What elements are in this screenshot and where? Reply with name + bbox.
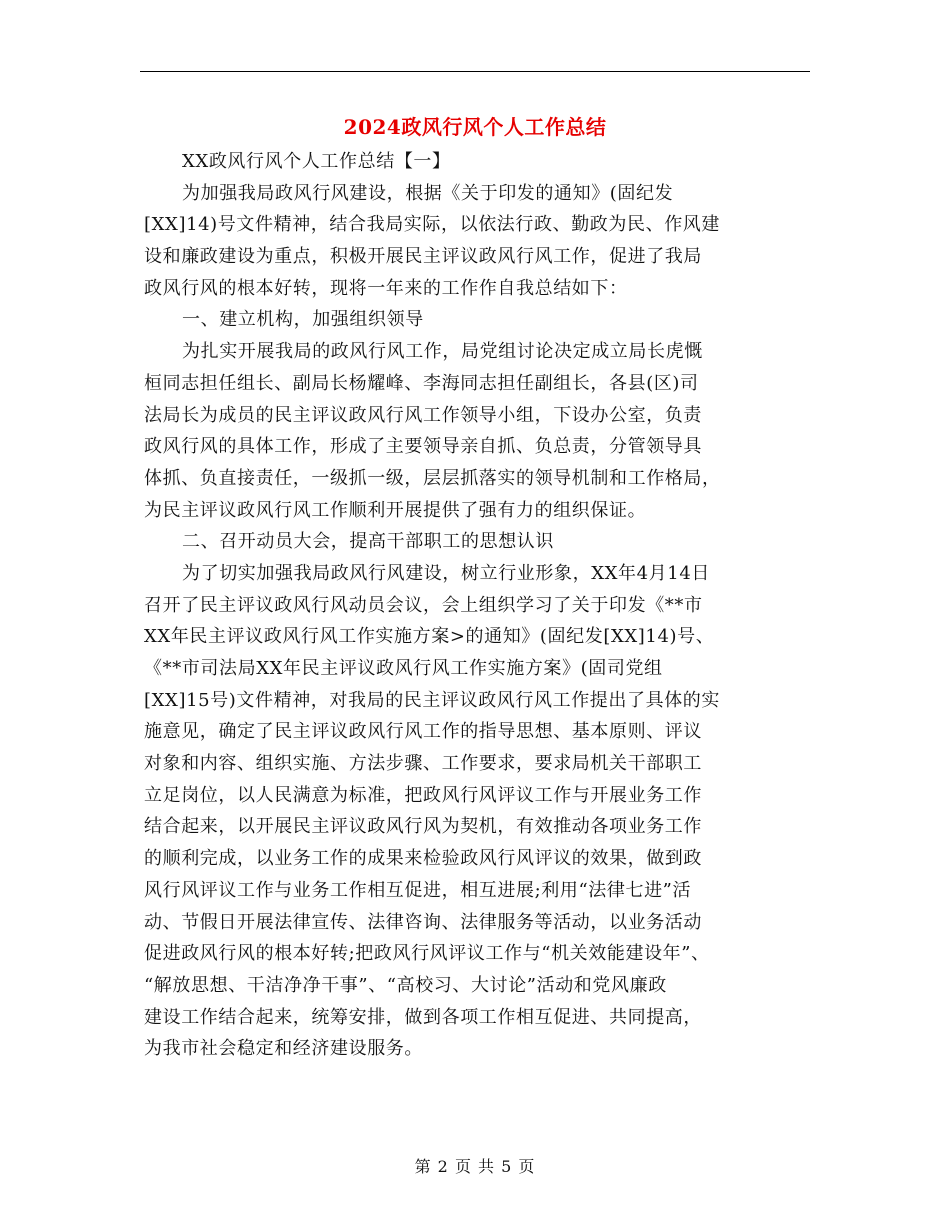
page-number: 第 2 页 共 5 页: [414, 1157, 536, 1176]
text-line: 政风行风的具体工作，形成了主要领导亲自抓、负总责，分管领导具: [144, 436, 702, 458]
text-line: “解放思想、干洁净净干事”、“高校习、大讨论”活动和党风廉政: [144, 974, 667, 996]
section-heading: 一、建立机构，加强组织领导: [182, 309, 424, 331]
text-line: 为我市社会稳定和经济建设服务。: [144, 1038, 423, 1060]
text-line: 为扎实开展我局的政风行风工作，局党组讨论决定成立局长虎慨: [182, 341, 703, 363]
text-line: 风行风评议工作与业务工作相互促进，相互进展;利用“法律七进”活: [144, 879, 692, 901]
text-line: 政风行风的根本好转，现将一年来的工作作自我总结如下：: [144, 277, 628, 299]
header-rule: [140, 71, 810, 72]
document-body: [144, 146, 814, 1065]
text-line: 立足岗位，以人民满意为标准，把政风行风评议工作与开展业务工作: [144, 784, 702, 806]
text-line: XX政风行风个人工作总结【一】: [182, 151, 451, 172]
text-line: 建设工作结合起来，统筹安排，做到各项工作相互促进、共同提高，: [144, 1006, 702, 1028]
text-line: XX年民主评议政风行风工作实施方案>的通知》(固纪发[XX]14)号、: [144, 626, 715, 648]
text-line: [XX]14)号文件精神，结合我局实际，以依法行政、勤政为民、作风建: [144, 214, 720, 236]
text-line: 桓同志担任组长、副局长杨耀峰、李海同志担任副组长，各县(区)司: [144, 372, 699, 394]
text-line: 的顺利完成，以业务工作的成果来检验政风行风评议的效果，做到政: [144, 848, 702, 870]
text-line: [XX]15号)文件精神，对我局的民主评议政风行风工作提出了具体的实: [144, 689, 720, 711]
text-line: 施意见，确定了民主评议政风行风工作的指导思想、基本原则、评议: [144, 721, 702, 743]
text-line: 为民主评议政风行风工作顺利开展提供了强有力的组织保证。: [144, 499, 647, 521]
text-line: 设和廉政建设为重点，积极开展民主评议政风行风工作，促进了我局: [144, 246, 702, 268]
document-title: 2024政风行风个人工作总结: [343, 115, 607, 139]
section-heading: 二、召开动员大会，提高干部职工的思想认识: [182, 531, 554, 553]
text-line: 体抓、负直接责任，一级抓一级，层层抓落实的领导机制和工作格局，: [144, 467, 721, 489]
text-line: 对象和内容、组织实施、方法步骤、工作要求，要求局机关干部职工: [144, 753, 702, 775]
text-line: 为了切实加强我局政风行风建设，树立行业形象，XX年4月14日: [182, 562, 710, 584]
text-line: 为加强我局政风行风建设，根据《关于印发的通知》(固纪发: [182, 182, 674, 204]
text-line: 促进政风行风的根本好转;把政风行风评议工作与“机关效能建设年”、: [144, 943, 710, 965]
text-line: 《**市司法局XX年民主评议政风行风工作实施方案》(固司党组: [144, 658, 663, 679]
text-line: 法局长为成员的民主评议政风行风工作领导小组，下设办公室，负责: [144, 404, 702, 426]
text-line: 结合起来，以开展民主评议政风行风为契机，有效推动各项业务工作: [144, 816, 702, 838]
text-line: 召开了民主评议政风行风动员会议，会上组织学习了关于印发《**市: [144, 594, 703, 616]
text-line: 动、节假日开展法律宣传、法律咨询、法律服务等活动，以业务活动: [144, 911, 702, 933]
